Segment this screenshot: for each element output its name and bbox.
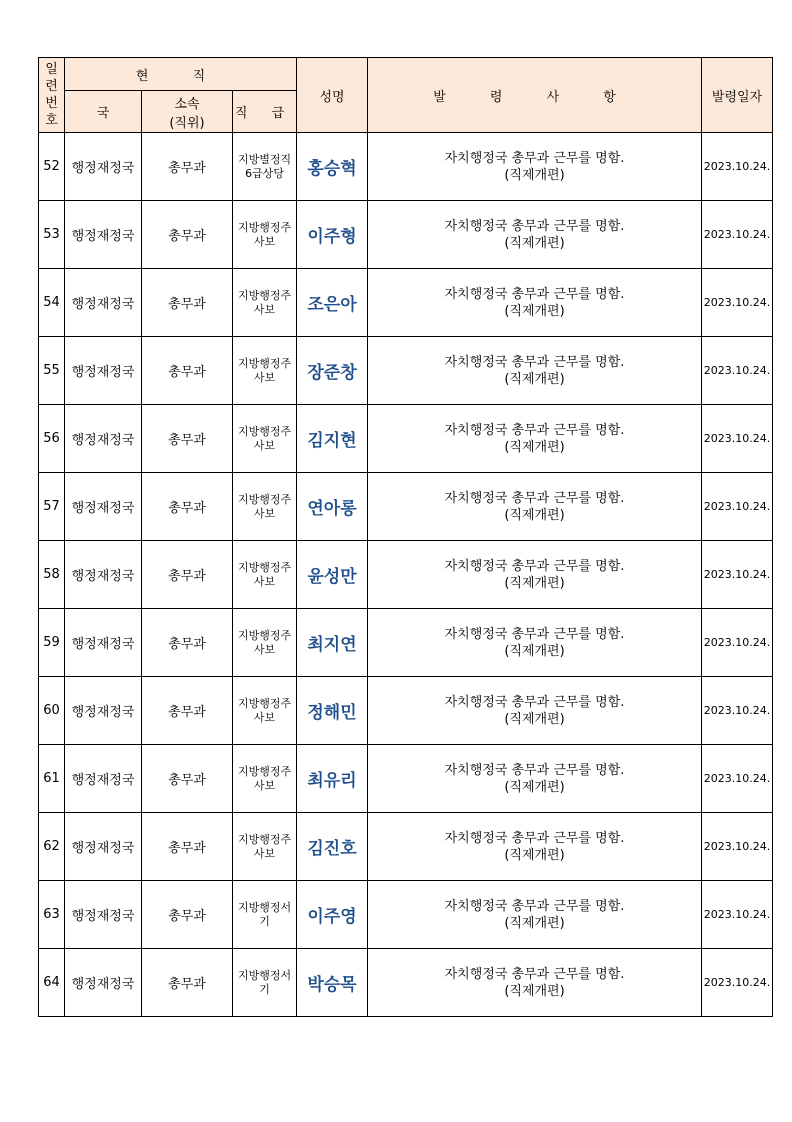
order-line-2: (직제개편) <box>504 303 565 319</box>
grade-line-1: 지방행정주 <box>237 696 292 710</box>
grade-cell <box>233 745 297 813</box>
order-line-2: (직제개편) <box>504 711 565 727</box>
name-cell: 김지현 <box>297 405 368 473</box>
name-cell: 이주영 <box>297 881 368 949</box>
bureau-cell: 행정재정국 <box>65 269 142 337</box>
table-row <box>39 405 773 473</box>
order-line-2: (직제개편) <box>504 439 565 455</box>
order-cell <box>368 881 702 949</box>
order-line-1: 자치행정국 총무과 근무를 명함. <box>444 898 625 914</box>
grade-line-1: 지방행정서 <box>237 968 292 982</box>
serial-cell: 56 <box>39 405 65 473</box>
date-cell: 2023.10.24. <box>702 813 773 881</box>
date-cell: 2023.10.24. <box>702 881 773 949</box>
header-grade-text: 직 급 <box>234 106 295 121</box>
order-cell <box>368 813 702 881</box>
affiliation-cell: 총무과 <box>142 949 233 1017</box>
grade-line-2: 사보 <box>253 846 276 860</box>
order-line-1: 자치행정국 총무과 근무를 명함. <box>444 830 625 846</box>
order-line-1: 자치행정국 총무과 근무를 명함. <box>444 354 625 370</box>
grade-line-1: 지방행정서 <box>237 900 292 914</box>
serial-cell: 63 <box>39 881 65 949</box>
table-row <box>39 541 773 609</box>
name-cell: 윤성만 <box>297 541 368 609</box>
order-line-2: (직제개편) <box>504 643 565 659</box>
grade-line-2: 사보 <box>253 506 276 520</box>
affiliation-cell: 총무과 <box>142 813 233 881</box>
header-name <box>297 58 368 133</box>
header-affiliation-sub: (직위) <box>169 115 205 131</box>
date-cell: 2023.10.24. <box>702 133 773 201</box>
grade-line-2: 사보 <box>253 778 276 792</box>
grade-line-2: 사보 <box>253 574 276 588</box>
grade-line-1: 지방별정직 <box>237 152 292 166</box>
name-cell: 김진호 <box>297 813 368 881</box>
grade-cell <box>233 677 297 745</box>
affiliation-cell: 총무과 <box>142 269 233 337</box>
header-affiliation <box>142 91 233 133</box>
bureau-cell: 행정재정국 <box>65 405 142 473</box>
affiliation-cell: 총무과 <box>142 201 233 269</box>
header-date <box>702 58 773 133</box>
affiliation-cell: 총무과 <box>142 473 233 541</box>
order-line-2: (직제개편) <box>504 915 565 931</box>
table-row <box>39 745 773 813</box>
name-cell: 홍승혁 <box>297 133 368 201</box>
serial-cell: 58 <box>39 541 65 609</box>
order-cell <box>368 269 702 337</box>
affiliation-cell: 총무과 <box>142 677 233 745</box>
header-bureau <box>65 91 142 133</box>
name-cell: 장준창 <box>297 337 368 405</box>
header-serial-text: 일련번호 <box>45 62 58 128</box>
bureau-cell: 행정재정국 <box>65 473 142 541</box>
header-name-text: 성명 <box>319 89 345 105</box>
table-header <box>39 58 773 133</box>
bureau-cell: 행정재정국 <box>65 677 142 745</box>
grade-line-2: 사보 <box>253 234 276 248</box>
order-line-2: (직제개편) <box>504 983 565 999</box>
order-line-2: (직제개편) <box>504 235 565 251</box>
date-cell: 2023.10.24. <box>702 609 773 677</box>
grade-cell <box>233 405 297 473</box>
name-cell: 정해민 <box>297 677 368 745</box>
order-line-1: 자치행정국 총무과 근무를 명함. <box>444 490 625 506</box>
grade-cell <box>233 269 297 337</box>
serial-cell: 54 <box>39 269 65 337</box>
grade-line-1: 지방행정주 <box>237 560 292 574</box>
header-affiliation-text: 소속 <box>174 96 200 112</box>
name-cell: 연아롱 <box>297 473 368 541</box>
affiliation-cell: 총무과 <box>142 133 233 201</box>
bureau-cell: 행정재정국 <box>65 609 142 677</box>
table-row <box>39 813 773 881</box>
order-line-1: 자치행정국 총무과 근무를 명함. <box>444 558 625 574</box>
grade-cell <box>233 949 297 1017</box>
name-cell: 최지연 <box>297 609 368 677</box>
serial-cell: 60 <box>39 677 65 745</box>
grade-cell <box>233 473 297 541</box>
date-cell: 2023.10.24. <box>702 405 773 473</box>
serial-cell: 59 <box>39 609 65 677</box>
order-cell <box>368 405 702 473</box>
affiliation-cell: 총무과 <box>142 541 233 609</box>
serial-cell: 53 <box>39 201 65 269</box>
name-cell: 조은아 <box>297 269 368 337</box>
order-line-1: 자치행정국 총무과 근무를 명함. <box>444 150 625 166</box>
serial-cell: 52 <box>39 133 65 201</box>
grade-line-2: 사보 <box>253 302 276 316</box>
order-line-1: 자치행정국 총무과 근무를 명함. <box>444 966 625 982</box>
name-cell: 박승목 <box>297 949 368 1017</box>
order-line-2: (직제개편) <box>504 779 565 795</box>
grade-line-1: 지방행정주 <box>237 628 292 642</box>
table-row <box>39 337 773 405</box>
table-row <box>39 881 773 949</box>
appointment-table <box>38 57 773 1017</box>
affiliation-cell: 총무과 <box>142 609 233 677</box>
header-order-text: 발 령 사 항 <box>433 89 636 105</box>
date-cell: 2023.10.24. <box>702 745 773 813</box>
bureau-cell: 행정재정국 <box>65 813 142 881</box>
serial-cell: 64 <box>39 949 65 1017</box>
grade-line-2: 사보 <box>253 710 276 724</box>
header-bureau-text: 국 <box>96 106 110 121</box>
grade-line-1: 지방행정주 <box>237 220 292 234</box>
bureau-cell: 행정재정국 <box>65 949 142 1017</box>
affiliation-cell: 총무과 <box>142 745 233 813</box>
affiliation-cell: 총무과 <box>142 337 233 405</box>
header-serial <box>39 58 65 133</box>
grade-line-1: 지방행정주 <box>237 492 292 506</box>
grade-line-1: 지방행정주 <box>237 764 292 778</box>
order-line-1: 자치행정국 총무과 근무를 명함. <box>444 694 625 710</box>
name-cell: 이주형 <box>297 201 368 269</box>
order-cell <box>368 949 702 1017</box>
order-cell <box>368 201 702 269</box>
bureau-cell: 행정재정국 <box>65 337 142 405</box>
order-line-1: 자치행정국 총무과 근무를 명함. <box>444 762 625 778</box>
bureau-cell: 행정재정국 <box>65 541 142 609</box>
table-row <box>39 133 773 201</box>
grade-line-1: 지방행정주 <box>237 424 292 438</box>
table-body <box>39 133 773 1017</box>
order-line-2: (직제개편) <box>504 847 565 863</box>
table-row <box>39 473 773 541</box>
serial-cell: 62 <box>39 813 65 881</box>
order-line-1: 자치행정국 총무과 근무를 명함. <box>444 218 625 234</box>
order-cell <box>368 745 702 813</box>
grade-line-2: 사보 <box>253 370 276 384</box>
header-current-position-text: 현 직 <box>135 68 226 84</box>
grade-line-2: 기 <box>259 914 270 928</box>
bureau-cell: 행정재정국 <box>65 881 142 949</box>
header-order <box>368 58 702 133</box>
date-cell: 2023.10.24. <box>702 201 773 269</box>
grade-cell <box>233 609 297 677</box>
order-cell <box>368 609 702 677</box>
header-grade <box>233 91 297 133</box>
bureau-cell: 행정재정국 <box>65 133 142 201</box>
grade-line-2: 기 <box>259 982 270 996</box>
grade-line-1: 지방행정주 <box>237 832 292 846</box>
order-cell <box>368 541 702 609</box>
bureau-cell: 행정재정국 <box>65 201 142 269</box>
serial-cell: 57 <box>39 473 65 541</box>
name-cell: 최유리 <box>297 745 368 813</box>
table-row <box>39 201 773 269</box>
order-line-2: (직제개편) <box>504 575 565 591</box>
date-cell: 2023.10.24. <box>702 269 773 337</box>
date-cell: 2023.10.24. <box>702 337 773 405</box>
table-row <box>39 269 773 337</box>
order-line-1: 자치행정국 총무과 근무를 명함. <box>444 626 625 642</box>
grade-cell <box>233 201 297 269</box>
affiliation-cell: 총무과 <box>142 405 233 473</box>
date-cell: 2023.10.24. <box>702 473 773 541</box>
order-line-2: (직제개편) <box>504 507 565 523</box>
grade-cell <box>233 337 297 405</box>
bureau-cell: 행정재정국 <box>65 745 142 813</box>
order-line-1: 자치행정국 총무과 근무를 명함. <box>444 422 625 438</box>
grade-cell <box>233 881 297 949</box>
table-row <box>39 677 773 745</box>
order-cell <box>368 133 702 201</box>
grade-line-2: 사보 <box>253 438 276 452</box>
grade-line-2: 사보 <box>253 642 276 656</box>
order-line-1: 자치행정국 총무과 근무를 명함. <box>444 286 625 302</box>
order-cell <box>368 473 702 541</box>
date-cell: 2023.10.24. <box>702 677 773 745</box>
grade-line-2: 6급상당 <box>245 166 284 180</box>
serial-cell: 55 <box>39 337 65 405</box>
grade-cell <box>233 541 297 609</box>
table-row <box>39 949 773 1017</box>
order-cell <box>368 337 702 405</box>
affiliation-cell: 총무과 <box>142 881 233 949</box>
order-line-2: (직제개편) <box>504 167 565 183</box>
table-row <box>39 609 773 677</box>
date-cell: 2023.10.24. <box>702 541 773 609</box>
date-cell: 2023.10.24. <box>702 949 773 1017</box>
grade-line-1: 지방행정주 <box>237 356 292 370</box>
header-current-position <box>65 58 297 91</box>
serial-cell: 61 <box>39 745 65 813</box>
order-cell <box>368 677 702 745</box>
grade-cell <box>233 133 297 201</box>
grade-cell <box>233 813 297 881</box>
grade-line-1: 지방행정주 <box>237 288 292 302</box>
header-date-text: 발령일자 <box>711 89 763 105</box>
order-line-2: (직제개편) <box>504 371 565 387</box>
